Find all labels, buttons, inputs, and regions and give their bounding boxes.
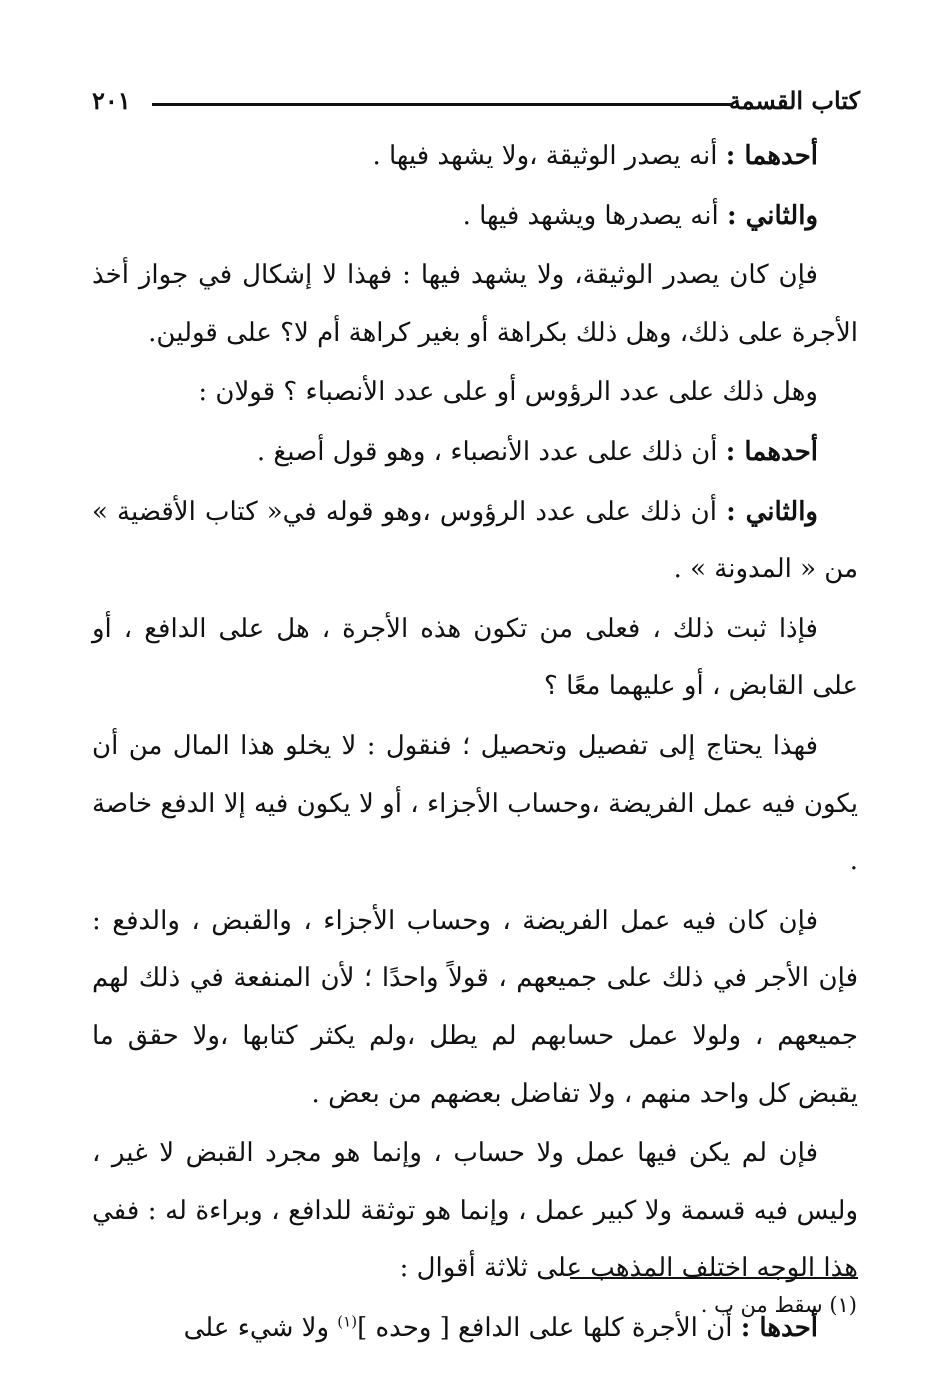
paragraph-lead: أحدها : — [740, 1312, 818, 1343]
paragraph-text: فإذا ثبت ذلك ، فعلى من تكون هذه الأجرة ، هل على الدافع ، أو على القابض ، أو عليهما معًا ؟ — [92, 613, 858, 702]
paragraph — [92, 484, 858, 599]
paragraph-lead: والثاني : — [726, 496, 818, 527]
paragraph-text: أن ذلك على عدد الأنصباء ، وهو قول أصبغ . — [256, 436, 726, 467]
paragraph-text: أن الأجرة كلها على الدافع [ وحده ] — [357, 1312, 741, 1343]
paragraph — [92, 364, 858, 422]
paragraph-text: أن ذلك على عدد الرؤوس ،وهو قوله في« كتاب الأقضية » من « المدونة » . — [92, 496, 858, 585]
paragraph-lead: أحدهما : — [725, 436, 818, 467]
page-number: ٢٠١ — [92, 86, 131, 115]
paragraph — [92, 601, 858, 716]
footnote-reference[interactable]: (١) — [337, 1312, 358, 1331]
paragraph-text: أنه يصدرها ويشهد فيها . — [462, 200, 727, 231]
paragraph — [92, 893, 858, 1123]
footnote-rule — [570, 1277, 858, 1279]
paragraph — [92, 718, 858, 891]
paragraph-text: فإن كان فيه عمل الفريضة ، وحساب الأجزاء ، والقبض ، والدفع : فإن الأجر في ذلك على جميعهم ، قولاً واحدًا ؛ لأن المنفعة في ذلك لهم جميعهم ، ولولا عمل حسابهم لم يطل ،ولم يكثر كتابها ،ولا حقق ما يقبض كل واحد منهم ، ولا تفاضل بعضهم من بعض . — [92, 905, 858, 1109]
footnote-text: سقط من ب . — [700, 1293, 830, 1317]
header-rule — [152, 103, 732, 106]
paragraph-text-tail: ولا شيء على — [183, 1312, 338, 1343]
paragraph-text: وهل ذلك على عدد الرؤوس أو على عدد الأنصباء ؟ قولان : — [198, 377, 818, 408]
paragraph — [92, 128, 858, 186]
paragraph — [92, 188, 858, 246]
paragraph-text: فهذا يحتاج إلى تفصيل وتحصيل ؛ فنقول : لا يخلو هذا المال من أن يكون فيه عمل الفريضة ،وحساب الأجزاء ، أو لا يكون فيه إلا الدفع خاصة . — [92, 730, 858, 877]
paragraph — [92, 424, 858, 482]
paragraph-text: فإن لم يكن فيها عمل ولا حساب ، وإنما هو مجرد القبض لا غير ، وليس فيه قسمة ولا كبير عمل ، وإنما هو توثقة للدافع ، وبراءة له : ففي هذا الوجه اختلف المذهب على ثلاثة أقوال : — [92, 1138, 858, 1284]
main-text — [92, 128, 858, 1359]
paragraph — [92, 247, 858, 362]
paragraph-text: أنه يصدر الوثيقة ،ولا يشهد فيها . — [372, 141, 726, 171]
running-title: كتاب القسمة — [728, 86, 860, 115]
footnote — [701, 1290, 857, 1320]
paragraph-lead: أحدهما : — [725, 141, 818, 171]
paragraph — [92, 1125, 858, 1298]
footnote-marker: (١) — [829, 1293, 857, 1317]
paragraph-text: فإن كان يصدر الوثيقة، ولا يشهد فيها : فهذا لا إشكال في جواز أخذ الأجرة على ذلك، وهل ذلك بكراهة أو بغير كراهة أم لا؟ على قولين. — [92, 260, 858, 348]
paragraph-lead: والثاني : — [726, 200, 818, 231]
page-header — [92, 86, 860, 126]
